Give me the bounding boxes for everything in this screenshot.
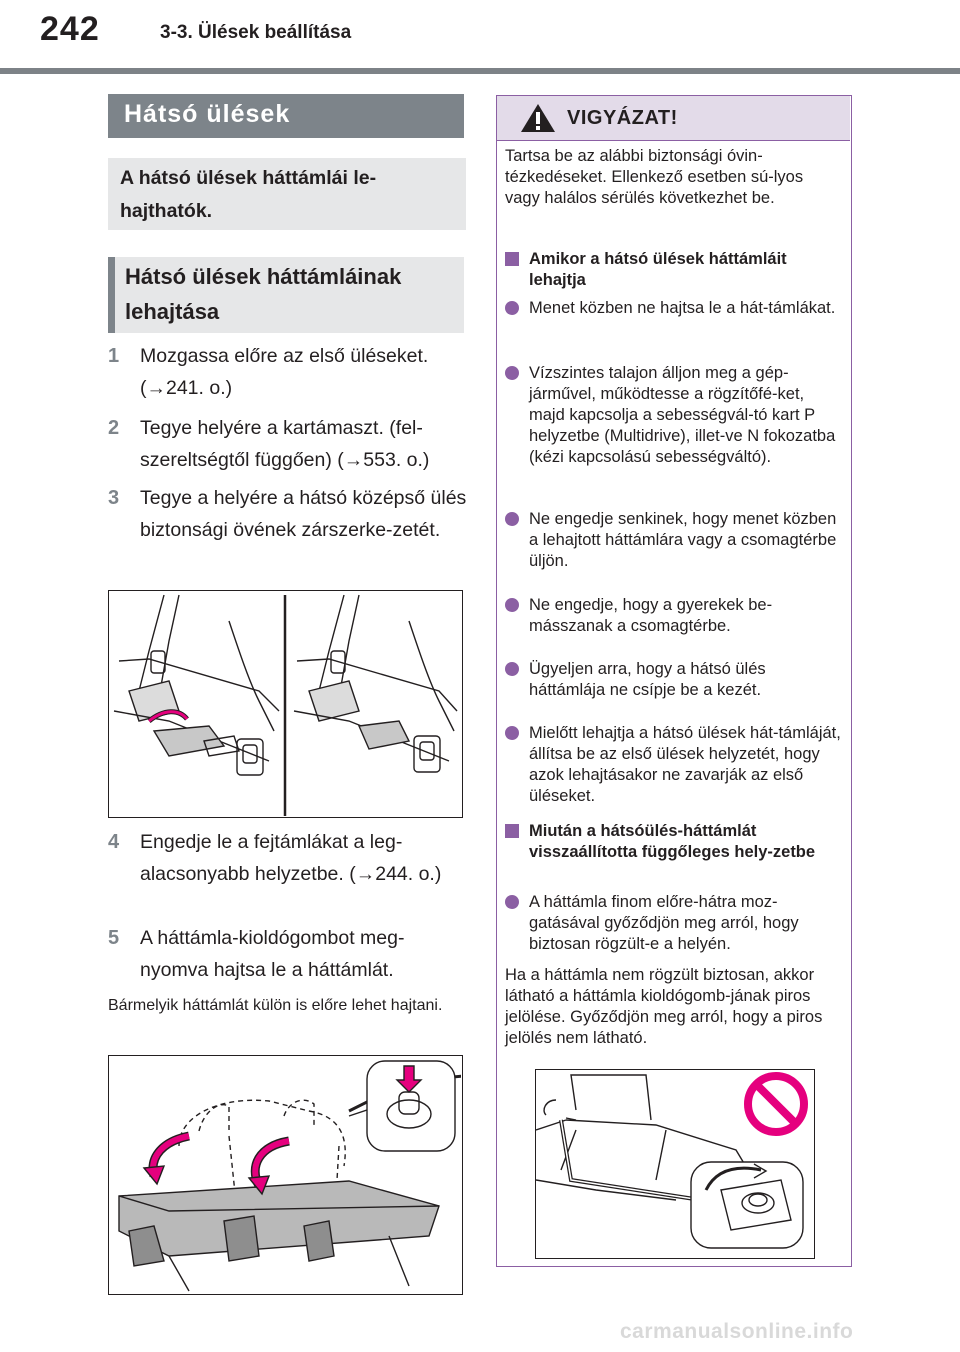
subsection-title: Hátsó ülések háttámláinak lehajtása: [125, 264, 402, 324]
step-5: [108, 922, 468, 986]
step-text: Engedje le a fejtámlákat a leg-alacsonyabb helyzetbe. (→244. o.): [140, 831, 442, 885]
warning-triangle-icon: [519, 102, 557, 134]
round-bullet-icon: [505, 895, 519, 909]
chapter-title: 3-3. Ülések beállítása: [160, 22, 352, 43]
header-rule: [0, 68, 960, 74]
buckle-drawing: [109, 591, 461, 816]
warning-intro: Tartsa be az alábbi biztonsági óvin-tézkedéseket. Ellenkező esetben sú-lyos vagy halálos sérülés következhet be.: [505, 147, 804, 207]
group-heading-text: Amikor a hátsó ülések háttámláit lehajtja: [529, 250, 787, 289]
note-text: Bármelyik háttámlát külön is előre lehet hajtani.: [108, 997, 443, 1014]
warning-item-text: Mielőtt lehajtja a hátsó ülések hát-támláját, állítsa be az első ülések helyzetét, hogy azok lehajtásakor ne zavarják az első üléseket.: [529, 724, 841, 805]
round-bullet-icon: [505, 598, 519, 612]
warning-item-text: Vízszintes talajon álljon meg a gép-járművel, működtesse a rögzítőfé-ket, majd kapcsolja a sebességvál-tó kart P helyzetbe (Multidrive), illet-ve N fokozatba (kézi kapcsolású sebességváltó).: [529, 364, 836, 466]
group-heading-text: Miután a hátsóülés-háttámlát visszaállította függőleges hely-zetbe: [529, 822, 816, 861]
step-2: [108, 412, 468, 476]
warning-item-text: Ügyeljen arra, hogy a hátsó ülés háttámlája ne csípje be a kezét.: [529, 660, 766, 699]
step-4: [108, 826, 468, 922]
fold-drawing: [109, 1056, 461, 1293]
intro-text: A hátsó ülések háttámlái le-hajthatók.: [120, 167, 377, 222]
page-number: 242: [40, 10, 100, 48]
round-bullet-icon: [505, 662, 519, 676]
release-drawing: [536, 1070, 813, 1257]
round-bullet-icon: [505, 301, 519, 315]
step-text: Tegye a helyére a hátsó középső ülés biztonsági övének zárszerke-zetét.: [140, 487, 467, 541]
step-number: 4: [108, 831, 120, 853]
round-bullet-icon: [505, 726, 519, 740]
warning-item-text: Ne engedje, hogy a gyerekek be-másszanak a csomagtérbe.: [529, 596, 773, 635]
step-text: Tegye helyére a kartámaszt. (fel-szereltségtől függően) (→553. o.): [140, 417, 430, 471]
warning-title: VIGYÁZAT!: [567, 107, 678, 129]
step-number: 1: [108, 345, 120, 367]
warning-item-text: A háttámla finom előre-hátra moz-gatásával győződjön meg arról, hogy biztosan rögzült-e a helyén.: [529, 893, 799, 953]
subsection-header: [108, 257, 464, 333]
step-text: A háttámla-kioldógombot meg-nyomva hajtsa le a háttámlát.: [140, 927, 405, 981]
warning-closing: Ha a háttámla nem rögzült biztosan, akkor látható a háttámla kioldógomb-jának piros jelölése. Győződjön meg arról, hogy a piros jelölés nem látható.: [505, 966, 823, 1047]
warning-box: [496, 95, 852, 1267]
step-number: 3: [108, 487, 120, 509]
step-3: [108, 482, 468, 578]
buckle-illustration: [108, 590, 463, 818]
round-bullet-icon: [505, 512, 519, 526]
step-1: [108, 340, 468, 404]
round-bullet-icon: [505, 366, 519, 380]
warning-header: [497, 96, 850, 141]
step-number: 5: [108, 927, 120, 949]
fold-seatback-illustration: [108, 1055, 463, 1295]
warning-item-text: Menet közben ne hajtsa le a hát-támlákat.: [529, 299, 836, 317]
step-number: 2: [108, 417, 120, 439]
watermark: carmanualsonline.info: [620, 1320, 854, 1343]
warning-item-text: Ne engedje senkinek, hogy menet közben a lehajtott háttámlára vagy a csomagtérbe üljön.: [529, 510, 837, 570]
step-text: Mozgassa előre az első üléseket. (→241. o.): [140, 345, 429, 399]
square-bullet-icon: [505, 252, 519, 266]
intro-callout: [108, 158, 466, 230]
section-header: [108, 94, 464, 138]
section-title: Hátsó ülések: [124, 100, 291, 128]
square-bullet-icon: [505, 824, 519, 838]
release-button-illustration: [535, 1069, 815, 1259]
